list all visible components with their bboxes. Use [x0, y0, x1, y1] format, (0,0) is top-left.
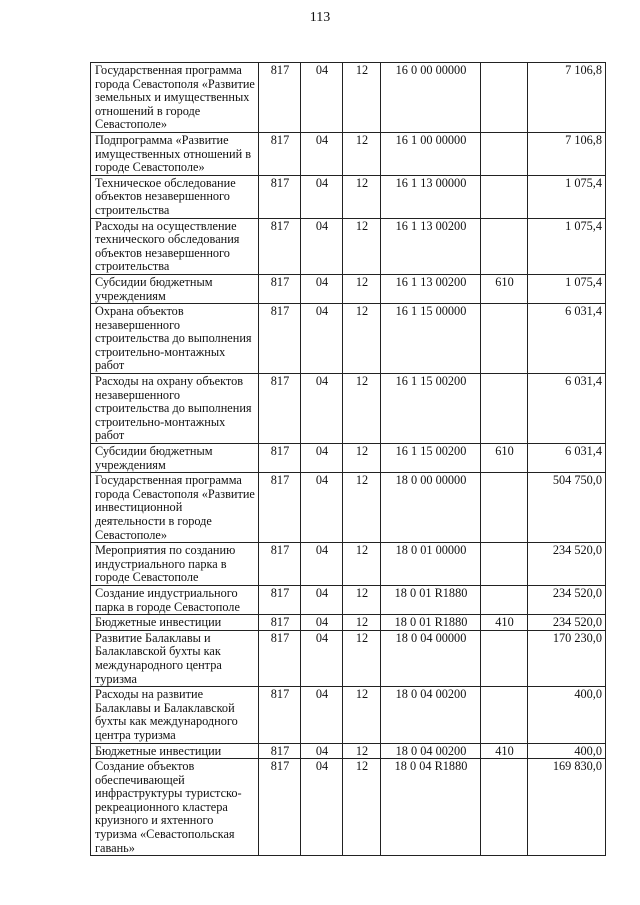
- table-row: [91, 543, 606, 586]
- amount-cell: 7 106,8: [528, 63, 606, 133]
- section-code-cell: 04: [301, 63, 343, 133]
- subsection-code-cell: 12: [343, 473, 381, 543]
- amount-cell: 234 520,0: [528, 585, 606, 614]
- subsection-code-cell: 12: [343, 304, 381, 374]
- table-row: [91, 687, 606, 743]
- table-row: [91, 473, 606, 543]
- table-row: [91, 132, 606, 175]
- section-code-cell: 04: [301, 374, 343, 444]
- department-code-cell: 817: [259, 630, 301, 686]
- section-code-cell: 04: [301, 473, 343, 543]
- expense-type-cell: [481, 630, 528, 686]
- item-name-cell: Субсидии бюджетным учреждениям: [91, 444, 259, 473]
- table-row: [91, 304, 606, 374]
- expense-type-cell: [481, 687, 528, 743]
- target-article-cell: 18 0 04 00200: [381, 687, 481, 743]
- item-name-cell: Расходы на осуществление технического обследования объектов незавершенного строительства: [91, 218, 259, 274]
- target-article-cell: 18 0 04 00200: [381, 743, 481, 759]
- subsection-code-cell: 12: [343, 630, 381, 686]
- table-row: [91, 630, 606, 686]
- amount-cell: 1 075,4: [528, 274, 606, 303]
- subsection-code-cell: 12: [343, 175, 381, 218]
- amount-cell: 400,0: [528, 743, 606, 759]
- table-row: [91, 374, 606, 444]
- target-article-cell: 16 1 15 00200: [381, 444, 481, 473]
- item-name-cell: Техническое обследование объектов незавершенного строительства: [91, 175, 259, 218]
- section-code-cell: 04: [301, 759, 343, 856]
- section-code-cell: 04: [301, 444, 343, 473]
- item-name-cell: Мероприятия по созданию индустриального парка в городе Севастополе: [91, 543, 259, 586]
- item-name-cell: Расходы на развитие Балаклавы и Балаклавской бухты как международного центра туризма: [91, 687, 259, 743]
- subsection-code-cell: 12: [343, 63, 381, 133]
- target-article-cell: 18 0 04 R1880: [381, 759, 481, 856]
- section-code-cell: 04: [301, 687, 343, 743]
- section-code-cell: 04: [301, 274, 343, 303]
- item-name-cell: Развитие Балаклавы и Балаклавской бухты как международного центра туризма: [91, 630, 259, 686]
- section-code-cell: 04: [301, 218, 343, 274]
- target-article-cell: 16 1 15 00000: [381, 304, 481, 374]
- section-code-cell: 04: [301, 132, 343, 175]
- item-name-cell: Расходы на охрану объектов незавершенного строительства до выполнения строительно-монтажных работ: [91, 374, 259, 444]
- target-article-cell: 16 0 00 00000: [381, 63, 481, 133]
- table-row: [91, 585, 606, 614]
- department-code-cell: 817: [259, 218, 301, 274]
- expense-type-cell: [481, 473, 528, 543]
- expense-type-cell: 410: [481, 743, 528, 759]
- section-code-cell: 04: [301, 585, 343, 614]
- subsection-code-cell: 12: [343, 274, 381, 303]
- department-code-cell: 817: [259, 585, 301, 614]
- target-article-cell: 16 1 00 00000: [381, 132, 481, 175]
- target-article-cell: 18 0 01 R1880: [381, 615, 481, 631]
- expense-type-cell: [481, 759, 528, 856]
- budget-table-body: [91, 63, 606, 856]
- section-code-cell: 04: [301, 175, 343, 218]
- expense-type-cell: 610: [481, 274, 528, 303]
- amount-cell: 170 230,0: [528, 630, 606, 686]
- target-article-cell: 18 0 00 00000: [381, 473, 481, 543]
- department-code-cell: 817: [259, 687, 301, 743]
- amount-cell: 234 520,0: [528, 615, 606, 631]
- table-row: [91, 615, 606, 631]
- department-code-cell: 817: [259, 132, 301, 175]
- subsection-code-cell: 12: [343, 218, 381, 274]
- expense-type-cell: 410: [481, 615, 528, 631]
- target-article-cell: 16 1 13 00200: [381, 274, 481, 303]
- amount-cell: 400,0: [528, 687, 606, 743]
- department-code-cell: 817: [259, 543, 301, 586]
- amount-cell: 1 075,4: [528, 175, 606, 218]
- amount-cell: 6 031,4: [528, 444, 606, 473]
- item-name-cell: Создание объектов обеспечивающей инфраструктуры туристско-рекреационного кластера круизного и яхтенного туризма «Севастопольская гавань»: [91, 759, 259, 856]
- budget-table: [90, 62, 606, 856]
- expense-type-cell: [481, 304, 528, 374]
- table-row: [91, 63, 606, 133]
- table-row: [91, 743, 606, 759]
- page-number: 113: [309, 10, 331, 25]
- section-code-cell: 04: [301, 615, 343, 631]
- expense-type-cell: [481, 132, 528, 175]
- amount-cell: 1 075,4: [528, 218, 606, 274]
- table-row: [91, 274, 606, 303]
- subsection-code-cell: 12: [343, 615, 381, 631]
- table-row: [91, 218, 606, 274]
- amount-cell: 7 106,8: [528, 132, 606, 175]
- amount-cell: 169 830,0: [528, 759, 606, 856]
- item-name-cell: Подпрограмма «Развитие имущественных отношений в городе Севастополе»: [91, 132, 259, 175]
- amount-cell: 504 750,0: [528, 473, 606, 543]
- expense-type-cell: [481, 543, 528, 586]
- department-code-cell: 817: [259, 274, 301, 303]
- item-name-cell: Государственная программа города Севастополя «Развитие инвестиционной деятельности в городе Севастополе»: [91, 473, 259, 543]
- item-name-cell: Бюджетные инвестиции: [91, 615, 259, 631]
- subsection-code-cell: 12: [343, 687, 381, 743]
- subsection-code-cell: 12: [343, 374, 381, 444]
- section-code-cell: 04: [301, 630, 343, 686]
- amount-cell: 234 520,0: [528, 543, 606, 586]
- department-code-cell: 817: [259, 175, 301, 218]
- target-article-cell: 16 1 13 00000: [381, 175, 481, 218]
- subsection-code-cell: 12: [343, 543, 381, 586]
- item-name-cell: Субсидии бюджетным учреждениям: [91, 274, 259, 303]
- item-name-cell: Государственная программа города Севастополя «Развитие земельных и имущественных отношений в городе Севастополе»: [91, 63, 259, 133]
- subsection-code-cell: 12: [343, 132, 381, 175]
- department-code-cell: 817: [259, 759, 301, 856]
- department-code-cell: 817: [259, 615, 301, 631]
- subsection-code-cell: 12: [343, 743, 381, 759]
- expense-type-cell: [481, 63, 528, 133]
- expense-type-cell: [481, 175, 528, 218]
- expense-type-cell: 610: [481, 444, 528, 473]
- expense-type-cell: [481, 585, 528, 614]
- target-article-cell: 16 1 15 00200: [381, 374, 481, 444]
- section-code-cell: 04: [301, 543, 343, 586]
- item-name-cell: Охрана объектов незавершенного строительства до выполнения строительно-монтажных работ: [91, 304, 259, 374]
- department-code-cell: 817: [259, 63, 301, 133]
- subsection-code-cell: 12: [343, 444, 381, 473]
- target-article-cell: 18 0 04 00000: [381, 630, 481, 686]
- table-row: [91, 759, 606, 856]
- item-name-cell: Создание индустриального парка в городе Севастополе: [91, 585, 259, 614]
- department-code-cell: 817: [259, 444, 301, 473]
- section-code-cell: 04: [301, 743, 343, 759]
- subsection-code-cell: 12: [343, 585, 381, 614]
- table-row: [91, 444, 606, 473]
- expense-type-cell: [481, 218, 528, 274]
- target-article-cell: 18 0 01 R1880: [381, 585, 481, 614]
- target-article-cell: 18 0 01 00000: [381, 543, 481, 586]
- amount-cell: 6 031,4: [528, 374, 606, 444]
- amount-cell: 6 031,4: [528, 304, 606, 374]
- subsection-code-cell: 12: [343, 759, 381, 856]
- section-code-cell: 04: [301, 304, 343, 374]
- item-name-cell: Бюджетные инвестиции: [91, 743, 259, 759]
- department-code-cell: 817: [259, 473, 301, 543]
- expense-type-cell: [481, 374, 528, 444]
- target-article-cell: 16 1 13 00200: [381, 218, 481, 274]
- department-code-cell: 817: [259, 743, 301, 759]
- table-row: [91, 175, 606, 218]
- department-code-cell: 817: [259, 304, 301, 374]
- department-code-cell: 817: [259, 374, 301, 444]
